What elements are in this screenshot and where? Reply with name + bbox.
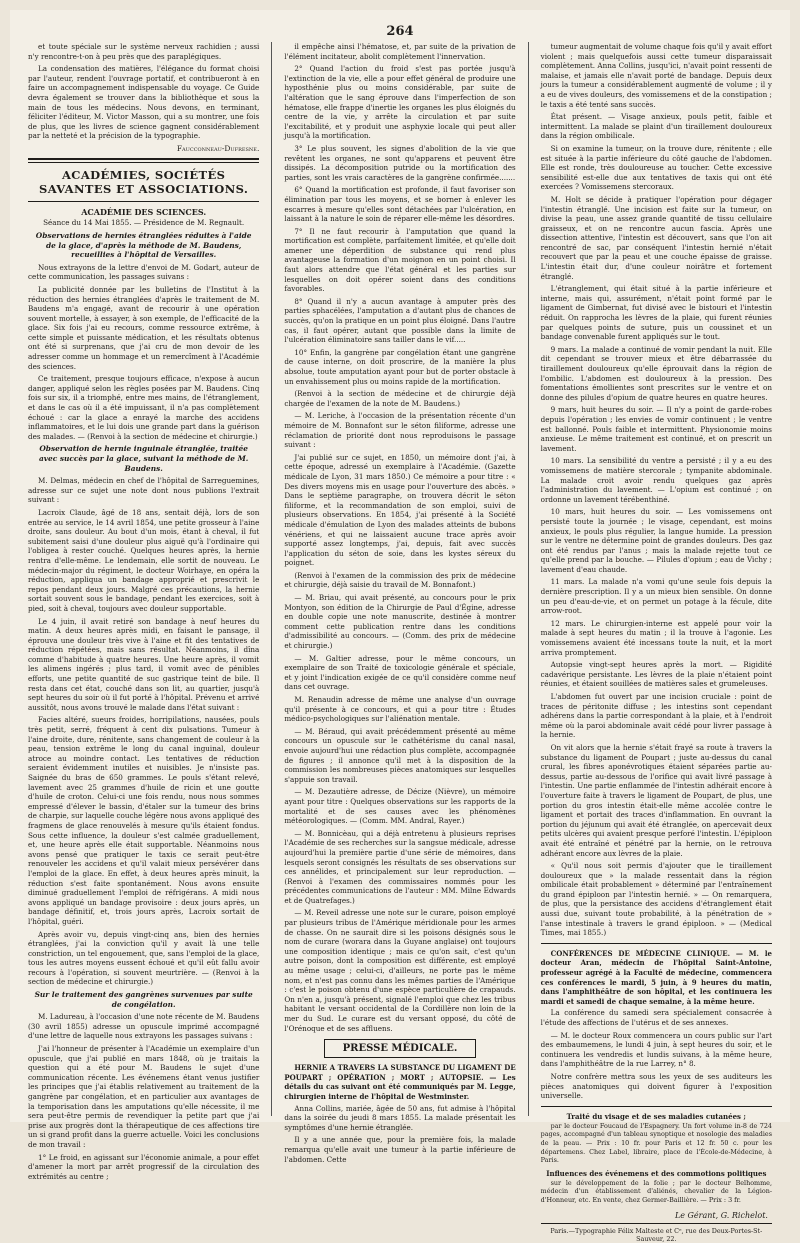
advert-title: Influences des événemens et des commotions politiques [546,1168,767,1178]
paragraph: J'ai l'honneur de présenter à l'Académie un exemplaire d'un opuscule, que j'ai publié en mars 1848, où je traitais la question qui a été pour M. Baudens le sujet d'une communication récente. Les événemens étant venus justifier les principes que j'ai établis relativement au traitement de la gangrène par congélation, et en particulier aux avantages de la temporisation dans les amputations qu'elle nécessite, il me sera peut-être permis de revendiquer la petite part que j'ai prise aux progrès dont la thérapeutique de ces affections tire un si grand profit dans la guerre actuelle. Voici les conclusions de mon travail : [28,1044,260,1149]
paragraph: « Qu'il nous soit permis d'ajouter que le tiraillement douloureux que » la malade ressentait dans la région ombilicale était probablement » déterminé par l'entraînement du grand épiploon par l'intestin hernié. » — On remarquera, de plus, que la persistance des accidens d'étranglement était aussi due, suivant toute probabilité, à la pénétration de » l'anse intestinale à travers le grand épiploon. » — (Medical Times, mai 1855.) [540,861,772,938]
gerant-signature: Le Gérant, G. Richelot. [674,1210,768,1220]
paragraph: 12 mars. Le chirurgien-interne est appelé pour voir la malade à sept heures du matin ; il la trouve à l'agonie. Les vomissemens avaient été incessans toute la nuit, et la mort arriva promptement. [540,618,772,657]
paragraph: — M. Reveil adresse une note sur le curare, poison employé par plusieurs tribus de l'Amérique méridionale pour les armes de chasse. On ne saurait dire si les poisons désignés sous le nom de curare (worara dans la Guyane anglaise) ont toujours une composition identique ; mais ce qu'on sait, c'est qu'un autre poison, dont la composition est différente, est employé au même usage ; celui-ci, d'ailleurs, ne porte pas le même nom, et n'est pas connu dans les mêmes parties de l'Amérique : c'est le poison obtenu d'une espèce particulière de crapauds. On n'en a, jusqu'à présent, signalé l'emploi que chez les tribus habitant le versant occidental de la Cordillère non loin de la mer du Sud. Le curare est du versant opposé, du côté de l'Orénoque et de ses affluens. [284,908,516,1033]
printer-line: Paris.—Typographie Félix Malteste et Cᵉ, rue des Deux-Portes-St-Sauveur, 22. [541,1223,772,1243]
article-signature: Faucconneau-Dufresne. [176,143,260,153]
paragraph: 11 mars. La malade n'a vomi qu'une seule fois depuis la dernière prescription. Il y a un mieux bien sensible. On donne un peu d'eau-de-vie, et on permet un potage à la fécule, dite arrow-root. [540,577,772,616]
conference-heading: CONFÉRENCES DE MÉDECINE CLINIQUE. — M. le docteur Aran, médecin de l'hôpital Saint-Antoine, professeur agrégé à la Faculté de médecine, commencera ces conférences le mardi, 5 juin, à 9 heures du matin, dans l'amphithéâtre de son hôpital, et les continuera les mardi et samedi de chaque semaine, à la même heure. [540,948,772,1006]
paragraph: L'abdomen fut ouvert par une incision cruciale : point de traces de péritonite diffuse ; les intestins sont cependant adhérens dans la partie correspondant à la plaie, et à l'endroit même où la paroi abdominale avait cédé pour livrer passage à la hernie. [540,692,772,740]
paragraph: il empêche ainsi l'hématose, et, par suite de la privation de l'élément incitateur, abolit complètement l'innervation. [284,42,516,61]
paragraph: — M. Briau, qui avait présenté, au concours pour le prix Montyon, son édition de la Chirurgie de Paul d'Égine, adresse en double copie une note manuscrite, destinée à montrer comment cette publication rentre dans les conditions d'admissibilité au concours. — (Comm. des prix de médecine et chirurgie.) [284,593,516,651]
paragraph: M. Holt se décide à pratiquer l'opération pour dégager l'intestin étranglé. Une incision est faite sur la tumeur, on divise la peau, une assez grande quantité de tissu cellulaire graisseux, et on ne rencontre aucun fascia. Après une dissection attentive, l'intestin est découvert, sans que l'on ait rencontré de sac, par conséquent l'intestin hernié n'était recouvert que par la peau et une couche épaisse de graisse. L'intestin était dur, d'une couleur noirâtre et fortement étranglé. [540,194,772,281]
section-rule [28,158,259,163]
column-divider [271,42,272,1116]
paragraph: État présent. — Visage anxieux, pouls petit, faible et intermittent. La malade se plaint d'un tiraillement douloureux dans la région ombilicale. [540,112,772,141]
paragraph: (Renvoi à l'examen de la commission des prix de médecine et chirurgie, déjà saisie du travail de M. Bonnafont.) [284,570,516,590]
paragraph: — M. Dezautière adresse, de Décize (Nièvre), un mémoire ayant pour titre : Quelques observations sur les rapports de la mortalité et de ses causes avec les phénomènes météorologiques. — (Comm. MM. Andral, Rayer.) [284,787,516,826]
advert-title: Traité du visage et de ses maladies cutanées ; [566,1111,747,1121]
paragraph: M. Delmas, médecin en chef de l'hôpital de Sarreguemines, adresse sur ce sujet une note dont nous publions l'extrait suivant : [28,476,260,505]
column-3 [540,42,772,1243]
paragraph: La condensation des matières, l'élégance du format choisi par l'auteur, rendent l'ouvrage portatif, et contribueront à en faire un accompagnement indispensable du voyage. Ce Guide devra également se trouver dans la bibliothèque et sous la main de tous les médecins. Nous devons, en terminant, féliciter l'éditeur, M. Victor Masson, qui a su montrer, une fois de plus, que les livres de science gagnent considérablement par la netteté et la précision de la typographie. [28,64,260,141]
paragraph: 1° Le froid, en agissant sur l'économie animale, a pour effet d'amener la mort par arrêt progressif de la circulation des extrémités au centre ; [28,1152,260,1181]
paragraph: Nous extrayons de la lettre d'envoi de M. Godart, auteur de cette communication, les passages suivans : [28,262,260,282]
advert-text: sur le développement de la folie ; par le docteur Belhomme, médecin d'un établissement d'aliénés, chevalier de la Légion-d'Honneur, etc. En vente, chez Germer-Baillière. — Prix : 3 fr. [540,1178,772,1204]
paragraph: J'ai publié sur ce sujet, en 1850, un mémoire dont j'ai, à cette époque, adressé un exemplaire à l'Académie. (Gazette médicale de Lyon, 31 mars 1850.) Ce mémoire a pour titre : « Des divers moyens mis en usage pour l'ouverture des abcès. » Dans le septième paragraphe, on trouvera décrit le séton filiforme, et la recommandation de son emploi, suivi de plusieurs observations. En 1854, j'ai présenté à la Société médicale d'émulation de Lyon des malades atteints de bubons vénériens, et qui ne laissaient aucune trace après avoir supporté assez longtemps, j'ai, depuis, fait avec succès l'application du séton de soie, dans les kystes séreux du poignet. [284,452,516,568]
advert-text: par le docteur Foucaud de l'Espagnery. Un fort volume in-8 de 724 pages, accompagné d'un tableau synoptique et nosologie des maladies de la peau. — Prix : 10 fr. pour Paris et 12 fr. 50 c. pour les départemens. Chez Label, libraire, place de l'École-de-Médecine, à Paris. [540,1121,772,1165]
paragraph: Après avoir vu, depuis vingt-cinq ans, bien des hernies étranglées, j'ai la conviction qu'il y avait là une telle constriction, un tel engouement, que, sans l'emploi de la glace, tous les autres moyens eussent échoué et qu'il eût fallu avoir recours à l'opération, si souvent meurtrière. — (Renvoi à la section de médecine et chirurgie.) [28,929,260,987]
paragraph: 10 mars. La sensibilité du ventre a persisté ; il y a eu des vomissemens de matière stercorale ; tympanite abdominale. La malade croit avoir rendu quelques gaz après l'administration du lavement. — L'opium est continué ; on ordonne un lavement térébenthiné. [540,456,772,504]
paragraph: 9 mars, huit heures du soir. — Il n'y a point de garde-robes depuis l'opération ; les envies de vomir continuent ; le ventre est ballonné. Pouls faible et intermittent. Physionomie moins anxieuse. Le même traitement est continué, et on prescrit un lavement. [540,405,772,453]
paragraph: Facies altéré, sueurs froides, horripilations, nausées, pouls très petit, serré, fréquent à cent dix pulsations. Tumeur à l'aine droite, dure, rénitente, sans changement de couleur à la peau, tension extrême le long du canal inguinal, douleur atroce au moindre contact. Les tentatives de réduction seraient évidemment inutiles et nuisibles. Je n'insiste pas. Saignée du bras de 650 grammes. Le pouls s'étant relevé, lavement avec 25 grammes d'huile de ricin et une goutte d'huile de croton. Celui-ci une fois rendu, nous nous sommes empressé d'élever le bassin, d'étaler sur la tumeur des brins de charpie, sur laquelle couche légère nous avons appliqué des fragmens de glace renouvelés à mesure qu'ils étaient fondus. Sous cette influence, la douleur s'est calmée graduellement, et, une heure après elle était supportable. Néanmoins nous avons pensé que pratiquer le taxis ce serait peut-être renouveler les accidens et qu'il valait mieux persévérer dans l'emploi de la glace. En effet, à deux heures après minuit, la réduction s'est faite spontanément. Nous avons ensuite diminué graduellement l'emploi de réfrigérans. A midi nous avons appliqué un bandage provisoire : deux jours après, un bandage définitif, et, trois jours après, Lacroix sortait de l'hôpital, guéri. [28,715,260,926]
academy-name: ACADÉMIE DES SCIENCES. [81,206,207,217]
paragraph: On vit alors que la hernie s'était frayé sa route à travers la substance du ligament de Poupart ; juste au-dessus du canal crural, les fibres aponévrotiques étaient séparées partie au-dessus, partie au-dessous de l'orifice qui avait livré passage à l'intestin. Une partie enflammée de l'intestin adhérait encore à l'ouverture faite à travers le ligament de Poupart, de plus, une portion du gros intestin était-elle même accolée contre le ligament et portait des traces d'inflammation. En ouvrant la portion du jéjunum qui avait été étranglée, on apercevait deux petits ulcères qui avaient presque perforé l'intestin. L'épiploon avait été entraîné et pénétré par la hernie, on le retrouva adhérant encore aux lèvres de la plaie. [540,742,772,858]
paragraph: 9 mars. La malade a continué de vomir pendant la nuit. Elle dit cependant se trouver mieux et être débarrassée du tiraillement douloureux qu'elle éprouvait dans la région de l'ombilic. L'abdomen est douloureux à la pression. Des fomentations émollientes sont prescrites sur le ventre et on donne des pilules d'opium de quatre heures en quatre heures. [540,344,772,402]
paragraph: tumeur augmentait de volume chaque fois qu'il y avait effort violent ; mais quelquefois aussi cette tumeur disparaissait complètement. Anna Collins, jusqu'ici, n'avait point ressenti de malaise, et jamais elle n'avait porté de bandage. Depuis deux jours la tumeur a considérablement augmenté de volume ; il y a eu de vives douleurs, des vomissemens et de la constipation ; le taxis a été tenté sans succès. [540,42,772,109]
paragraph: 2° Quand l'action du froid s'est pas portée jusqu'à l'extinction de la vie, elle a pour effet général de produire une hyposthénie plus ou moins considérable, par suite de l'altération que le sang éprouve dans l'imperfection de son hématose, elle frappe d'inertie les organes les plus éloignés du centre de la vie, y arrête la circulation et par suite l'excitabilité, et y produit une asphyxie locale qui peut aller jusqu'à la mortification. [284,64,516,141]
paragraph: 6° Quand la mortification est profonde, il faut favoriser son élimination par tous les moyens, et se borner à enlever les escarres à mesure qu'elles sont détachées par l'ulcération, en laissant à la nature le soin de réparer elle-même les désordres. [284,185,516,224]
divider [541,943,772,944]
paragraph: — M. Bonnicèau, qui a déjà entretenu à plusieurs reprises l'Académie de ses recherches sur la sangsue médicale, adresse aujourd'hui la première partie d'une série de mémoires, dans lesquels seront consignés les résultats de ses observations sur ces annélides, et principalement sur leur reproduction. — (Renvoi à l'examen des commissaires nommés pour les précédentes communications de l'auteur : MM. Milne Edwards et de Quatrefages.) [284,828,516,905]
paragraph: Le 4 juin, il avait retiré son bandage à neuf heures du matin. A deux heures après midi, en faisant le pansage, il éprouva une douleur très vive à l'aine et fit des tentatives de réduction répétées, mais sans résultat. Néanmoins, il dîna comme d'habitude à quatre heures. Une heure après, il vomit les alimens ingérés ; plus tard, il vomit avec de pénibles efforts, une petite quantité de suc gastrique teint de bile. Il resta dans cet état, couché dans son lit, au quartier, jusqu'à sept heures du soir où il fut porté à l'hôpital. Prévenu et arrivé aussitôt, nous avons trouvé le malade dans l'état suivant : [28,616,260,712]
column-divider [528,42,529,1116]
paragraph: M. Ladureau, à l'occasion d'une note récente de M. Baudens (30 avril 1855) adresse un opuscule imprimé accompagné d'une lettre de laquelle nous extrayons les passages suivans : [28,1012,260,1041]
paragraph: Anna Collins, mariée, âgée de 50 ans, fut admise à l'hôpital dans la soirée du jeudi 8 mars 1855. La malade présentait les symptômes d'une hernie étranglée. [284,1103,516,1132]
paragraph: 8° Quand il n'y a aucun avantage à amputer près des parties sphacélées, l'amputation a d'autant plus de chances de succès, qu'on la pratique en un point plus éloigné. Dans l'autre cas, il faut opérer, autant que possible dans la limite de l'ulcération éliminatoire sans tailler dans le vif..... [284,296,516,345]
paragraph: L'étranglement, qui était situé à la partie inférieure et interne, mais qui, assurément, n'était point formé par le ligament de Gimbernat, fut divisé avec le bistouri et l'intestin réduit. On rapprocha les lèvres de la plaie, qui furent réunies par quelques points de suture, puis un coussinet et un bandage convenable furent appliqués sur le tout. [540,284,772,342]
paragraph: 10 mars, huit heures du soir. — Les vomissemens ont persisté toute la journée ; le visage, cependant, est moins anxieux, le pouls plus régulier, la langue humide. La pression sur le ventre ne détermine point de grandes douleurs. Des gaz ont été rendus par l'anus ; mais la malade rejette tout ce qu'elle prend par la bouche. — Pilules d'opium ; eau de Vichy ; lavement d'eau chaude. [540,507,772,574]
paragraph: Notre confrère mettra sous les yeux de ses auditeurs les pièces anatomiques qui doivent figurer à l'exposition universelle. [540,1071,772,1101]
observation-title: Sur le traitement des gangrènes survenues par suite de congélation. [34,990,253,1009]
column-1 [28,42,260,1181]
divider [28,201,259,202]
paragraph: 3° Le plus souvent, les signes d'abolition de la vie que revêtent les organes, ne sont qu'apparens et peuvent être dissipés. La décomposition putride ou la mortification des parties, sont les vrais caractères de la gangrène confirmée....... [284,143,516,182]
paragraph: — M. Béraud, qui avait précédemment présenté au même concours un opuscule sur le cathétérisme du canal nasal, envoie aujourd'hui une rédaction plus complète, accompagnée de figures ; il annonce qu'il met à la disposition de la commission les nombreuses pièces anatomiques sur lesquelles s'appuie son travail. [284,726,516,784]
newspaper-page [10,10,790,1243]
paragraph: La conférence du samedi sera spécialement consacrée à l'étude des affections de l'utérus et de ses annexes. [540,1008,772,1027]
seance-line: Séance du 14 Mai 1855. — Présidence de M. Regnault. [43,217,245,227]
paragraph: et toute spéciale sur le système nerveux rachidien ; aussi n'y rencontre-t-on à peu près que des paraplégiques. [28,42,260,61]
press-article-heading: HERNIE A TRAVERS LA SUBSTANCE DU LIGAMENT DE POUPART ; OPÉRATION ; MORT ; AUTOPSIE. — Les détails du cas suivant ont été communiqués par M. Legge, chirurgien interne de l'hôpital de Westminster. [284,1063,516,1101]
divider [541,1106,772,1107]
paragraph: M. Renaudin adresse de même une analyse d'un ouvrage qu'il présente à ce concours, et qui a pour titre : Études médico-psychologiques sur l'aliénation mentale. [284,695,516,724]
paragraph: — M. Leriche, à l'occasion de la présentation récente d'un mémoire de M. Bonnafont sur le séton filiforme, adresse une réclamation de priorité dont nous reproduisons le passage suivant : [284,411,516,450]
columns [28,42,772,1243]
paragraph: Lacroix Claude, âgé de 18 ans, sentait déjà, lors de son entrée au service, le 14 avril 1854, une petite grosseur à l'aine droite, sans douleur. Au bout d'un mois, étant à cheval, il fut subitement saisi d'une douleur plus aiguë qu'à l'ordinaire qui l'obligea à rester couché. Quelques heures après, la hernie rentra d'elle-même. Le lendemain, elle sortit de nouveau. Le médecin-major du régiment, le docteur Woirhaye, en opéra la réduction, appliqua un bandage approprié et prescrivit le repos pendant deux jours. Malgré ces précautions, la hernie sortait souvent sous le bandage, pendant les exercices, soit à pied, soit à cheval, toujours avec douleur supportable. [28,507,260,613]
section-title: ACADÉMIES, SOCIÉTÉS SAVANTES ET ASSOCIATIONS. [39,167,249,196]
paragraph: (Renvoi à la section de médecine et de chirurgie déjà chargée de l'examen de la note de M. Baudens.) [284,389,516,408]
paragraph: Si on examine la tumeur, on la trouve dure, rénitente ; elle est située à la partie inférieure du côté gauche de l'abdomen. Elle est ronde, très douloureuse au toucher. Cette excessive sensibilité est-elle due aux tentatives de taxis qui ont été exercées ? Vomissemens stercoraux. [540,143,772,192]
paragraph: 10° Enfin, la gangrène par congélation étant une gangrène de cause interne, on doit proscrire, de la manière la plus absolue, toute amputation ayant pour but de porter obstacle à un envahissement plus ou moins rapide de la mortification. [284,347,516,386]
press-section-title: PRESSE MÉDICALE. [324,1039,475,1058]
paragraph: Il y a une année que, pour la première fois, la malade remarqua qu'elle avait une tumeur à la partie inférieure de l'abdomen. Cette [284,1135,516,1164]
column-2 [284,42,516,1164]
paragraph: Ce traitement, presque toujours efficace, n'expose à aucun danger, appliqué selon les règles posées par M. Baudens. Cinq fois sur six, il a triomphé, entre mes mains, de l'étranglement, et dans le cas où il a été impuissant, il n'a pas complètement échoué : car la glace a enrayé la marche des accidens inflammatoires, et le lui dois une grande part dans la guérison des malades. — (Renvoi à la section de médecine et chirurgie.) [28,374,260,441]
page-number: 264 [386,24,414,39]
paragraph: La publicité donnée par les bulletins de l'Institut à la réduction des hernies étranglées d'après le traitement de M. Baudens m'a engagé, avant de recourir à une opération souvent mortelle, à essayer, à son exemple, de l'efficacité de la glace. Six fois j'ai eu recours, comme ressource extrême, à cette simple et puissante médication, et les résultats obtenus ont été si surprenans, que j'ai cru de mon devoir de les adresser comme un hommage et un remercîment à l'Académie des sciences. [28,284,260,371]
observation-title: Observation de hernie inguinale étranglée, traitée avec succès par la glace, suivant la méthode de M. Baudens. [38,444,249,473]
paragraph: 7° Il ne faut recourir à l'amputation que quand la mortification est complète, parfaitement limitée, et qu'elle doit amener une déperdition de substance qui rend plus avantageuse la formation d'un moignon en un point choisi. Il faut alors attendre que l'état général et les parties sur lesquelles on doit opérer soient dans des conditions favorables. [284,226,516,294]
paragraph: — M. Galtier adresse, pour le même concours, un exemplaire de son Traité de toxicologie générale et spéciale, et y joint l'indication exigée de ce qu'il considère comme neuf dans cet ouvrage. [284,653,516,692]
paragraph: — M. le docteur Roux commencera un cours public sur l'art des embaumemens, le lundi 4 juin, à sept heures du soir, et le continuera les vendredis et lundis suivans, à la même heure, dans l'amphithéâtre de la rue Larrey, n° 8. [540,1030,772,1069]
paragraph: Autopsie vingt-sept heures après la mort. — Rigidité cadavérique persistante. Les lèvres de la plaie n'étaient point réunies, et étaient souillées de matières sales et grumeleuses. [540,660,772,689]
observation-title: Observations de hernies étranglées réduites à l'aide de la glace, d'après la méthode de M. Baudens, recueillies à l'hôpital de Versailles. [35,230,252,260]
